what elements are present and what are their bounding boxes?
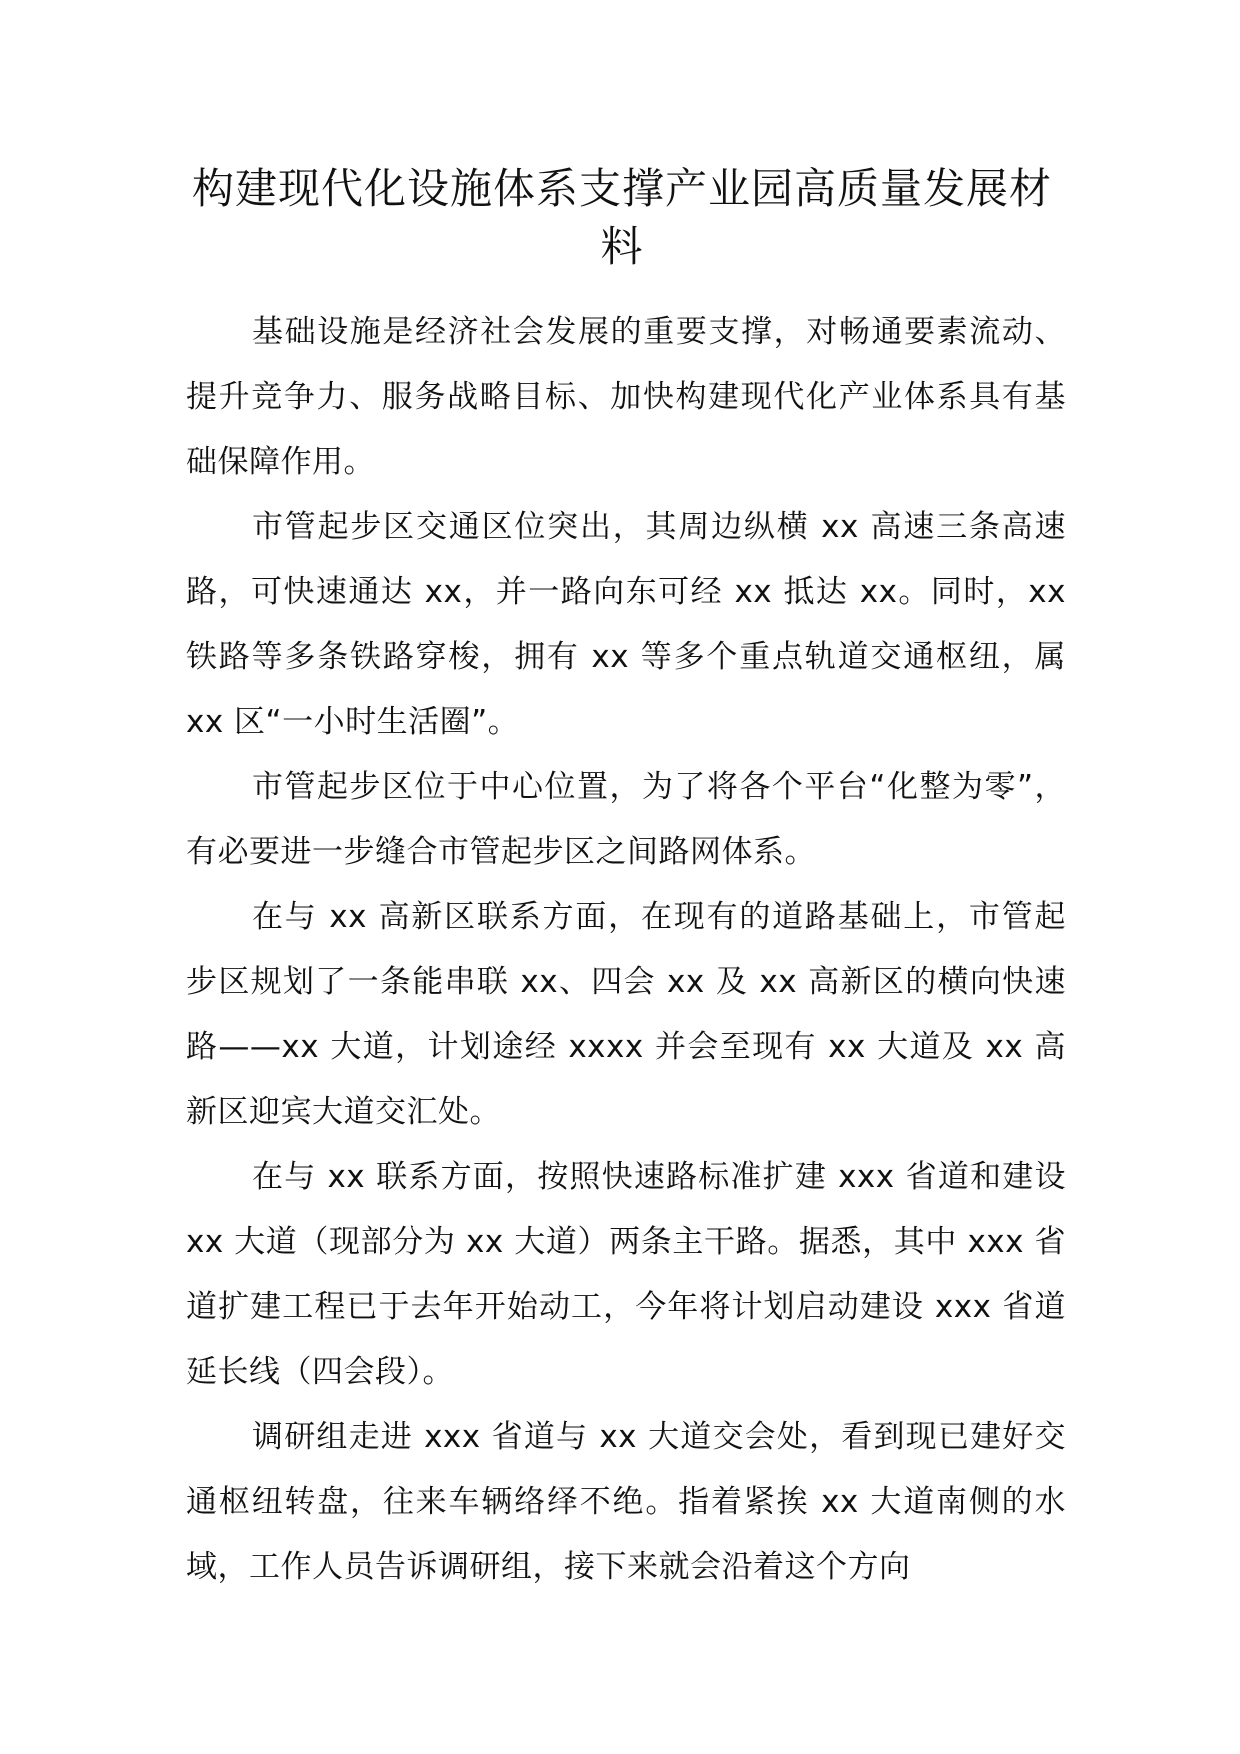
document-body xyxy=(186,300,1066,1600)
document-title: 构建现代化设施体系支撑产业园高质量发展材料 xyxy=(191,164,1052,271)
paragraph-transport-location: 市管起步区交通区位突出，其周边纵横 xx 高速三条高速路，可快速通达 xx，并一路向东可经 xx 抵达 xx。同时，xx 铁路等多条铁路穿梭，拥有 xx 等多个重点轨道交通枢纽，属 xx 区“一小时生活圈”。 xyxy=(186,509,1066,740)
paragraph-infrastructure-intro: 基础设施是经济社会发展的重要支撑，对畅通要素流动、提升竞争力、服务战略目标、加快构建现代化产业体系具有基础保障作用。 xyxy=(186,314,1066,480)
paragraph-research-visit: 调研组走进 xxx 省道与 xx 大道交会处，看到现已建好交通枢纽转盘，往来车辆络绎不绝。指着紧挨 xx 大道南侧的水域，工作人员告诉调研组，接下来就会沿着这个方向 xyxy=(186,1419,1066,1585)
paragraph-high-tech-zone-link: 在与 xx 高新区联系方面，在现有的道路基础上，市管起步区规划了一条能串联 xx、四会 xx 及 xx 高新区的横向快速路——xx 大道，计划途经 xxxx 并会至现有 xx 大道及 xx 高新区迎宾大道交汇处。 xyxy=(186,899,1066,1130)
paragraph-provincial-road: 在与 xx 联系方面，按照快速路标准扩建 xxx 省道和建设 xx 大道（现部分为 xx 大道）两条主干路。据悉，其中 xxx 省道扩建工程已于去年开始动工，今年将计划启动建设 xxx 省道延长线（四会段）。 xyxy=(186,1159,1066,1390)
paragraph-road-network: 市管起步区位于中心位置，为了将各个平台“化整为零”，有必要进一步缝合市管起步区之间路网体系。 xyxy=(186,769,1066,870)
